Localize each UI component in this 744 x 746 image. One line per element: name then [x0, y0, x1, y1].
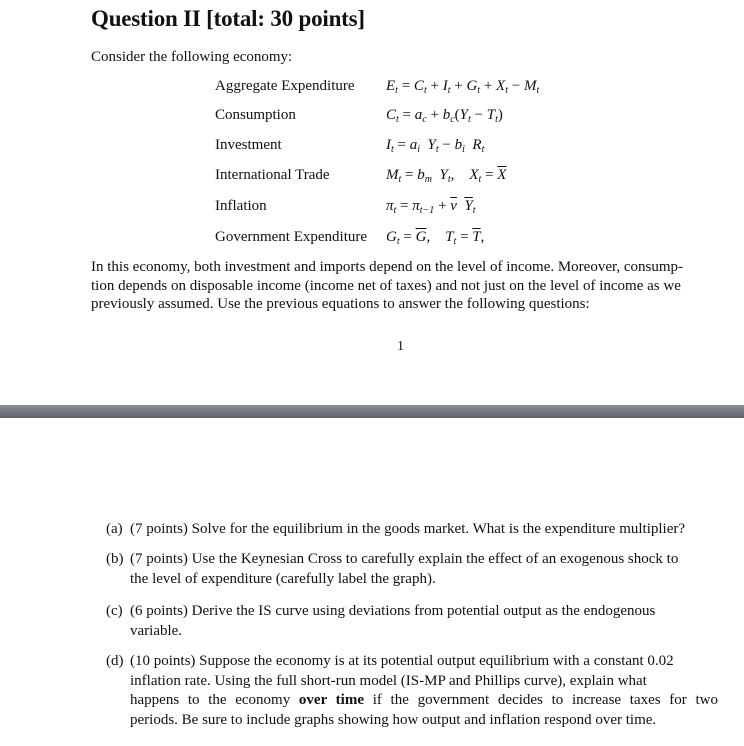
question-line: [130, 691, 718, 711]
paragraph-line: previously assumed. Use the previous equations to answer the following questions:: [91, 296, 590, 312]
paragraph-line: tion depends on disposable income (income net of taxes) and not just on the level of income as we: [91, 277, 681, 294]
equation-row: [0, 107, 744, 129]
inflation-formula: $\pi_t = \pi_{t-1} + \overline{v}$ $\overline{Y}_t$: [386, 198, 476, 216]
emphasis-text: over time: [298, 692, 364, 708]
page-number: 1: [397, 339, 404, 354]
context-paragraph: [91, 258, 715, 314]
question-line: variable.: [130, 622, 183, 639]
equation-label: Aggregate Expenditure: [215, 78, 355, 94]
question-item-b: [106, 550, 718, 589]
equation-row: [0, 198, 744, 220]
equation-label: Government Expenditure: [215, 229, 368, 245]
aggregate-expenditure-formula: $E_t = C_t + I_t + G_t + X_t - M_t$: [386, 78, 540, 96]
equation-label: Investment: [215, 137, 282, 153]
question-line: (7 points) Solve for the equilibrium in the goods market. What is the expenditure multiplier?: [130, 521, 686, 537]
question-heading: Question II [total: 30 points]: [91, 6, 365, 31]
question-label: (b): [106, 551, 124, 567]
question-item-c: [106, 602, 718, 641]
question-line: inflation rate. Using the full short-run model (IS-MP and Phillips curve), explain what: [130, 672, 647, 689]
question-line: the level of expenditure (carefully label the graph).: [130, 570, 436, 587]
question-item-a: [106, 520, 718, 540]
question-line-part: if the government decides to increase taxes for two: [372, 692, 718, 708]
government-expenditure-formula: $G_t = \overline{G}$, $T_t = \overline{T}$,: [386, 229, 485, 247]
international-trade-formula: $M_t = b_m$ $Y_t$, $X_t = \overline{X}$: [386, 167, 507, 185]
question-line: (7 points) Use the Keynesian Cross to carefully explain the effect of an exogenous shock to: [130, 551, 679, 567]
equation-row: [0, 167, 744, 189]
equation-label: Consumption: [215, 107, 296, 123]
investment-formula: $I_t = a_i$ $Y_t - b_i$ $R_t$: [386, 137, 485, 155]
page-divider: [0, 405, 744, 418]
question-line: periods. Be sure to include graphs showing how output and inflation respond over time.: [130, 711, 657, 728]
question-line: (10 points) Suppose the economy is at its potential output equilibrium with a constant 0.02: [130, 653, 674, 669]
equation-label: Inflation: [215, 198, 267, 214]
question-item-d: [106, 652, 718, 730]
equation-row: [0, 137, 744, 159]
question-label: (a): [106, 521, 123, 537]
question-line-part: happens to the economy: [130, 692, 299, 708]
question-label: (d): [106, 653, 124, 669]
intro-text: Consider the following economy:: [91, 49, 293, 65]
question-label: (c): [106, 603, 123, 619]
equation-row: [0, 78, 744, 100]
question-line: (6 points) Derive the IS curve using deviations from potential output as the endogenous: [130, 603, 656, 619]
equation-row: [0, 229, 744, 251]
equation-label: International Trade: [215, 167, 330, 183]
consumption-formula: $C_t = a_c + b_c(Y_t - T_t)$: [386, 107, 503, 125]
paragraph-line: In this economy, both investment and imports depend on the level of income. Moreover, consump-: [91, 259, 684, 275]
